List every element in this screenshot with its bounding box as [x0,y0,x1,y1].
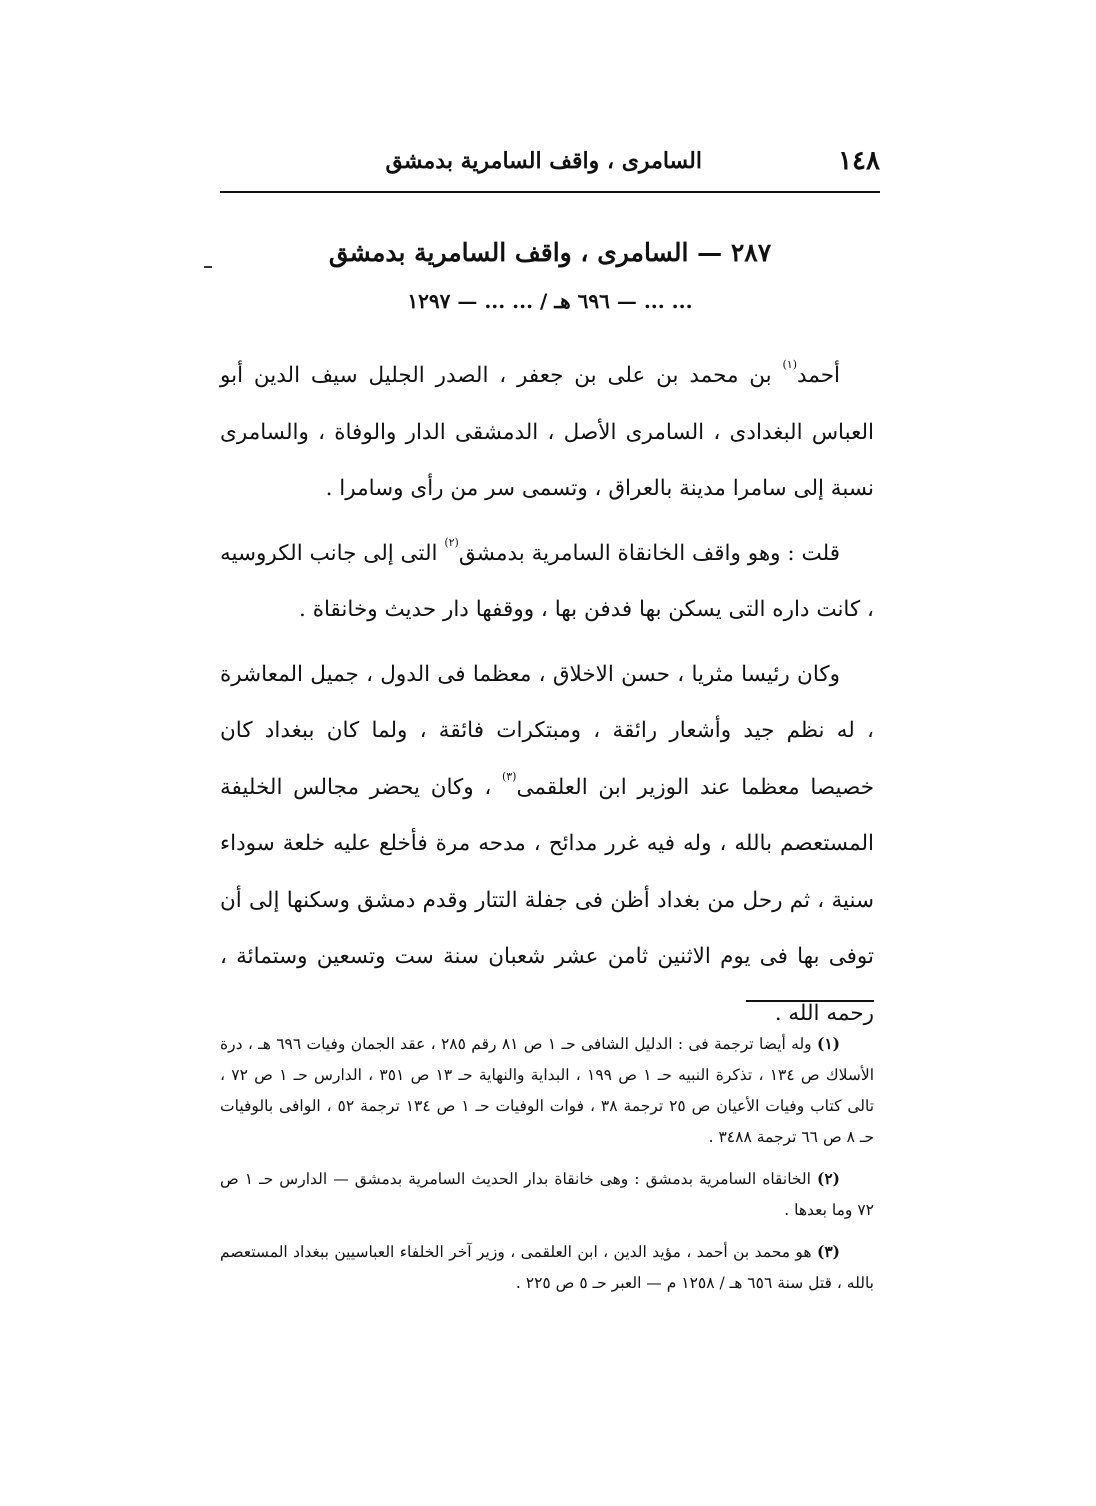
footnote-text: وله أيضا ترجمة فى : الدليل الشافى حـ ١ ص ٨١ رقم ٢٨٥ ، عقد الجمان وفيات ٦٩٦ هـ ، درة الأسلاك ص ١٣٤ ، تذكرة النبيه حـ ١ ص ١٩٩ ، البداية والنهاية حـ ١٣ ص ٣٥١ ، الدارس حـ ١ ص ٧٢ ، تالى كتاب وفيات الأعيان ص ٢٥ ترجمة ٣٨ ، فوات الوفيات حـ ١ ص ١٣٤ ترجمة ٥٢ ، الوافى بالوفيات حـ ٨ ص ٦٦ ترجمة ٣٤٨٨ . [220,1035,875,1146]
footnotes [220,1028,874,1309]
footnote-text: الخانقاه السامرية بدمشق : وهى خانقاة بدار الحديث السامرية بدمشق — الدارس حـ ١ ص ٧٢ وما بعدها . [220,1170,874,1219]
running-title: السامرى ، واقف السامرية بدمشق [385,148,702,174]
footnote-ref-2: (٢) [444,535,459,549]
footnote-text: هو محمد بن أحمد ، مؤيد الدين ، ابن العلقمى ، وزير آخر الخلفاء العباسيين ببغداد المستعصم بالله ، قتل سنة ٦٥٦ هـ / ١٢٥٨ م — العبر حـ ٥ ص ٢٢٥ . [220,1243,874,1292]
paragraph-1-text: بن محمد بن على بن جعفر ، الصدر الجليل سيف الدين أبو العباس البغدادى ، السامرى الأصل ، الدمشقى الدار والوفاة ، والسامرى نسبة إلى سامرا مدينة بالعراق ، وتسمى سر من رأى وسامرا . [220,363,874,501]
first-word: أحمد [797,363,840,388]
footnote-ref-3: (٣) [501,769,517,783]
paragraph-3-text-a: وكان رئيسا مثريا ، حسن الاخلاق ، معظما فى الدول ، جميل المعاشرة ، له نظم جيد وأشعار رائقة ، ومبتكرات فائقة ، ولما كان ببغداد كان خصيصا معظما عند الوزير ابن العلقمى [220,661,874,800]
entry-number: ٢٨٧ [730,238,772,267]
header-rule [220,191,880,193]
footnote-number: (٢) [816,1169,840,1188]
scan-speck [204,266,212,268]
footnote-2 [220,1163,874,1226]
paragraph-2-text-b: التى إلى جانب الكروسيه ، كانت داره التى يسكن بها فدفن بها ، ووقفها دار حديث وخانقاة . [220,540,874,622]
paragraph-2 [220,526,874,639]
entry-title [220,238,880,267]
footnote-ref-1: (١) [782,358,798,371]
footnote-3 [220,1236,874,1299]
footnote-number: (٣) [816,1242,840,1261]
footnote-1 [220,1028,874,1153]
running-head [220,146,880,186]
paragraph-1 [220,348,874,518]
footnote-number: (١) [816,1034,840,1053]
entry-name: السامرى ، واقف السامرية بدمشق [328,238,689,267]
paragraph-3-text-b: ، وكان يحضر مجالس الخليفة المستعصم بالله ، وله فيه غرر مدائح ، مدحه مرة فأخلع عليه خلعة سوداء سنية ، ثم رحل من بغداد أظن فى جفلة التتار وقدم دمشق وسكنها إلى أن توفى بها فى يوم الاثنين ثامن عشر شعبان سنة ست وتسعين وستمائة ، رحمه الله . [220,774,874,1026]
entry-dash: — [697,238,723,267]
entry-dates: ... ... — ٦٩٦ هـ / ... ... — ١٢٩٧ [407,289,693,313]
paragraph-3 [220,647,874,1043]
footnote-rule [746,1000,874,1002]
page-number: ١٤٨ [838,146,880,176]
paragraph-2-text-a: قلت : وهو واقف الخانقاة السامرية بدمشق [458,540,840,566]
body-text [220,348,874,1042]
